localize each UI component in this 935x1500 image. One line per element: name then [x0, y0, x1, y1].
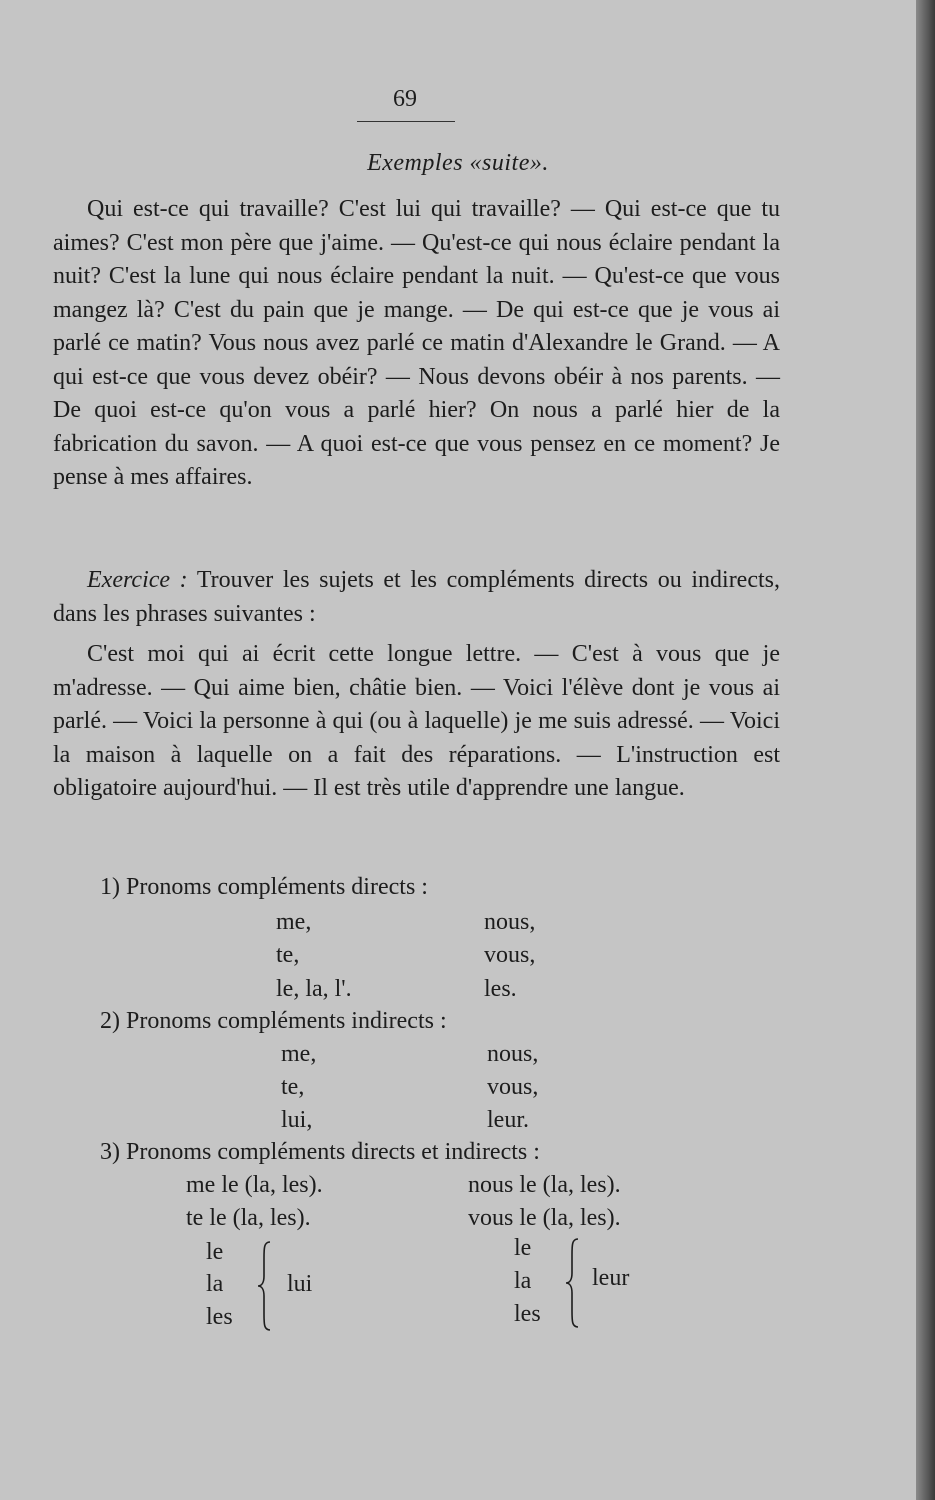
list-1-cell: vous, [484, 942, 536, 968]
page-number: 69 [393, 86, 417, 112]
list-1-cell: le, la, l'. [276, 976, 352, 1002]
brace-right-target: leur [592, 1265, 630, 1291]
exercise-instruction-text: Trouver les sujets et les compléments directs ou indirects, dans les phrases suivantes : [53, 567, 780, 627]
list-2-cell: te, [281, 1074, 305, 1100]
list-3-cell: vous le (la, les). [468, 1205, 621, 1231]
list-1-cell: les. [484, 976, 517, 1002]
list-3-cell: te le (la, les). [186, 1205, 311, 1231]
list-3-cell: nous le (la, les). [468, 1172, 621, 1198]
list-2-cell: leur. [487, 1107, 529, 1133]
exercise-instruction [53, 564, 780, 631]
page-number-rule [357, 121, 455, 122]
brace-right-item: les [514, 1301, 541, 1327]
list-2-cell: lui, [281, 1107, 313, 1133]
list-2-cell: vous, [487, 1074, 539, 1100]
list-1-cell: te, [276, 942, 300, 968]
section-heading: Exemples «suite». [367, 150, 549, 176]
brace-left-item: le [206, 1239, 224, 1265]
list-1-title: 1) Pronoms compléments directs : [100, 874, 428, 900]
right-brace-icon [564, 1237, 586, 1329]
left-brace-icon [256, 1240, 278, 1332]
page-edge-shadow [916, 0, 935, 1500]
brace-right-item: le [514, 1235, 532, 1261]
examples-paragraph: Qui est-ce qui travaille? C'est lui qui travaille? — Qui est-ce que tu aimes? C'est mon père que j'aime. — Qu'est-ce qui nous éclaire pendant la nuit? C'est la lune qui nous éclaire pendant la nuit. — Qu'est-ce que vous mangez là? C'est du pain que je mange. — De qui est-ce que je vous ai parlé ce matin? Vous nous avez parlé ce matin d'Alexandre le Grand. — A qui est-ce que vous devez obéir? — Nous devons obéir à nos parents. — De quoi est-ce qu'on vous a parlé hier? On nous a parlé hier de la fabrication du savon. — A quoi est-ce que vous pensez en ce moment? Je pense à mes affaires. [53, 196, 780, 490]
brace-left-target: lui [287, 1271, 313, 1297]
brace-left-item: les [206, 1304, 233, 1330]
brace-right-item: la [514, 1268, 532, 1294]
brace-left-item: la [206, 1271, 224, 1297]
list-2-cell: nous, [487, 1041, 539, 1067]
list-2-title: 2) Pronoms compléments indirects : [100, 1008, 447, 1034]
exercise-label: Exercice : [87, 567, 188, 593]
list-1-cell: me, [276, 909, 312, 935]
list-1-cell: nous, [484, 909, 536, 935]
list-3-cell: me le (la, les). [186, 1172, 323, 1198]
list-2-cell: me, [281, 1041, 317, 1067]
list-3-title: 3) Pronoms compléments directs et indirects : [100, 1139, 540, 1165]
exercise-sentences: C'est moi qui ai écrit cette longue lettre. — C'est à vous que je m'adresse. — Qui aime bien, châtie bien. — Voici l'élève dont je vous ai parlé. — Voici la personne à qui (ou à laquelle) je me suis adressé. — Voici la maison à laquelle on a fait des réparations. — L'instruction est obligatoire aujourd'hui. — Il est très utile d'apprendre une langue. [53, 641, 780, 801]
